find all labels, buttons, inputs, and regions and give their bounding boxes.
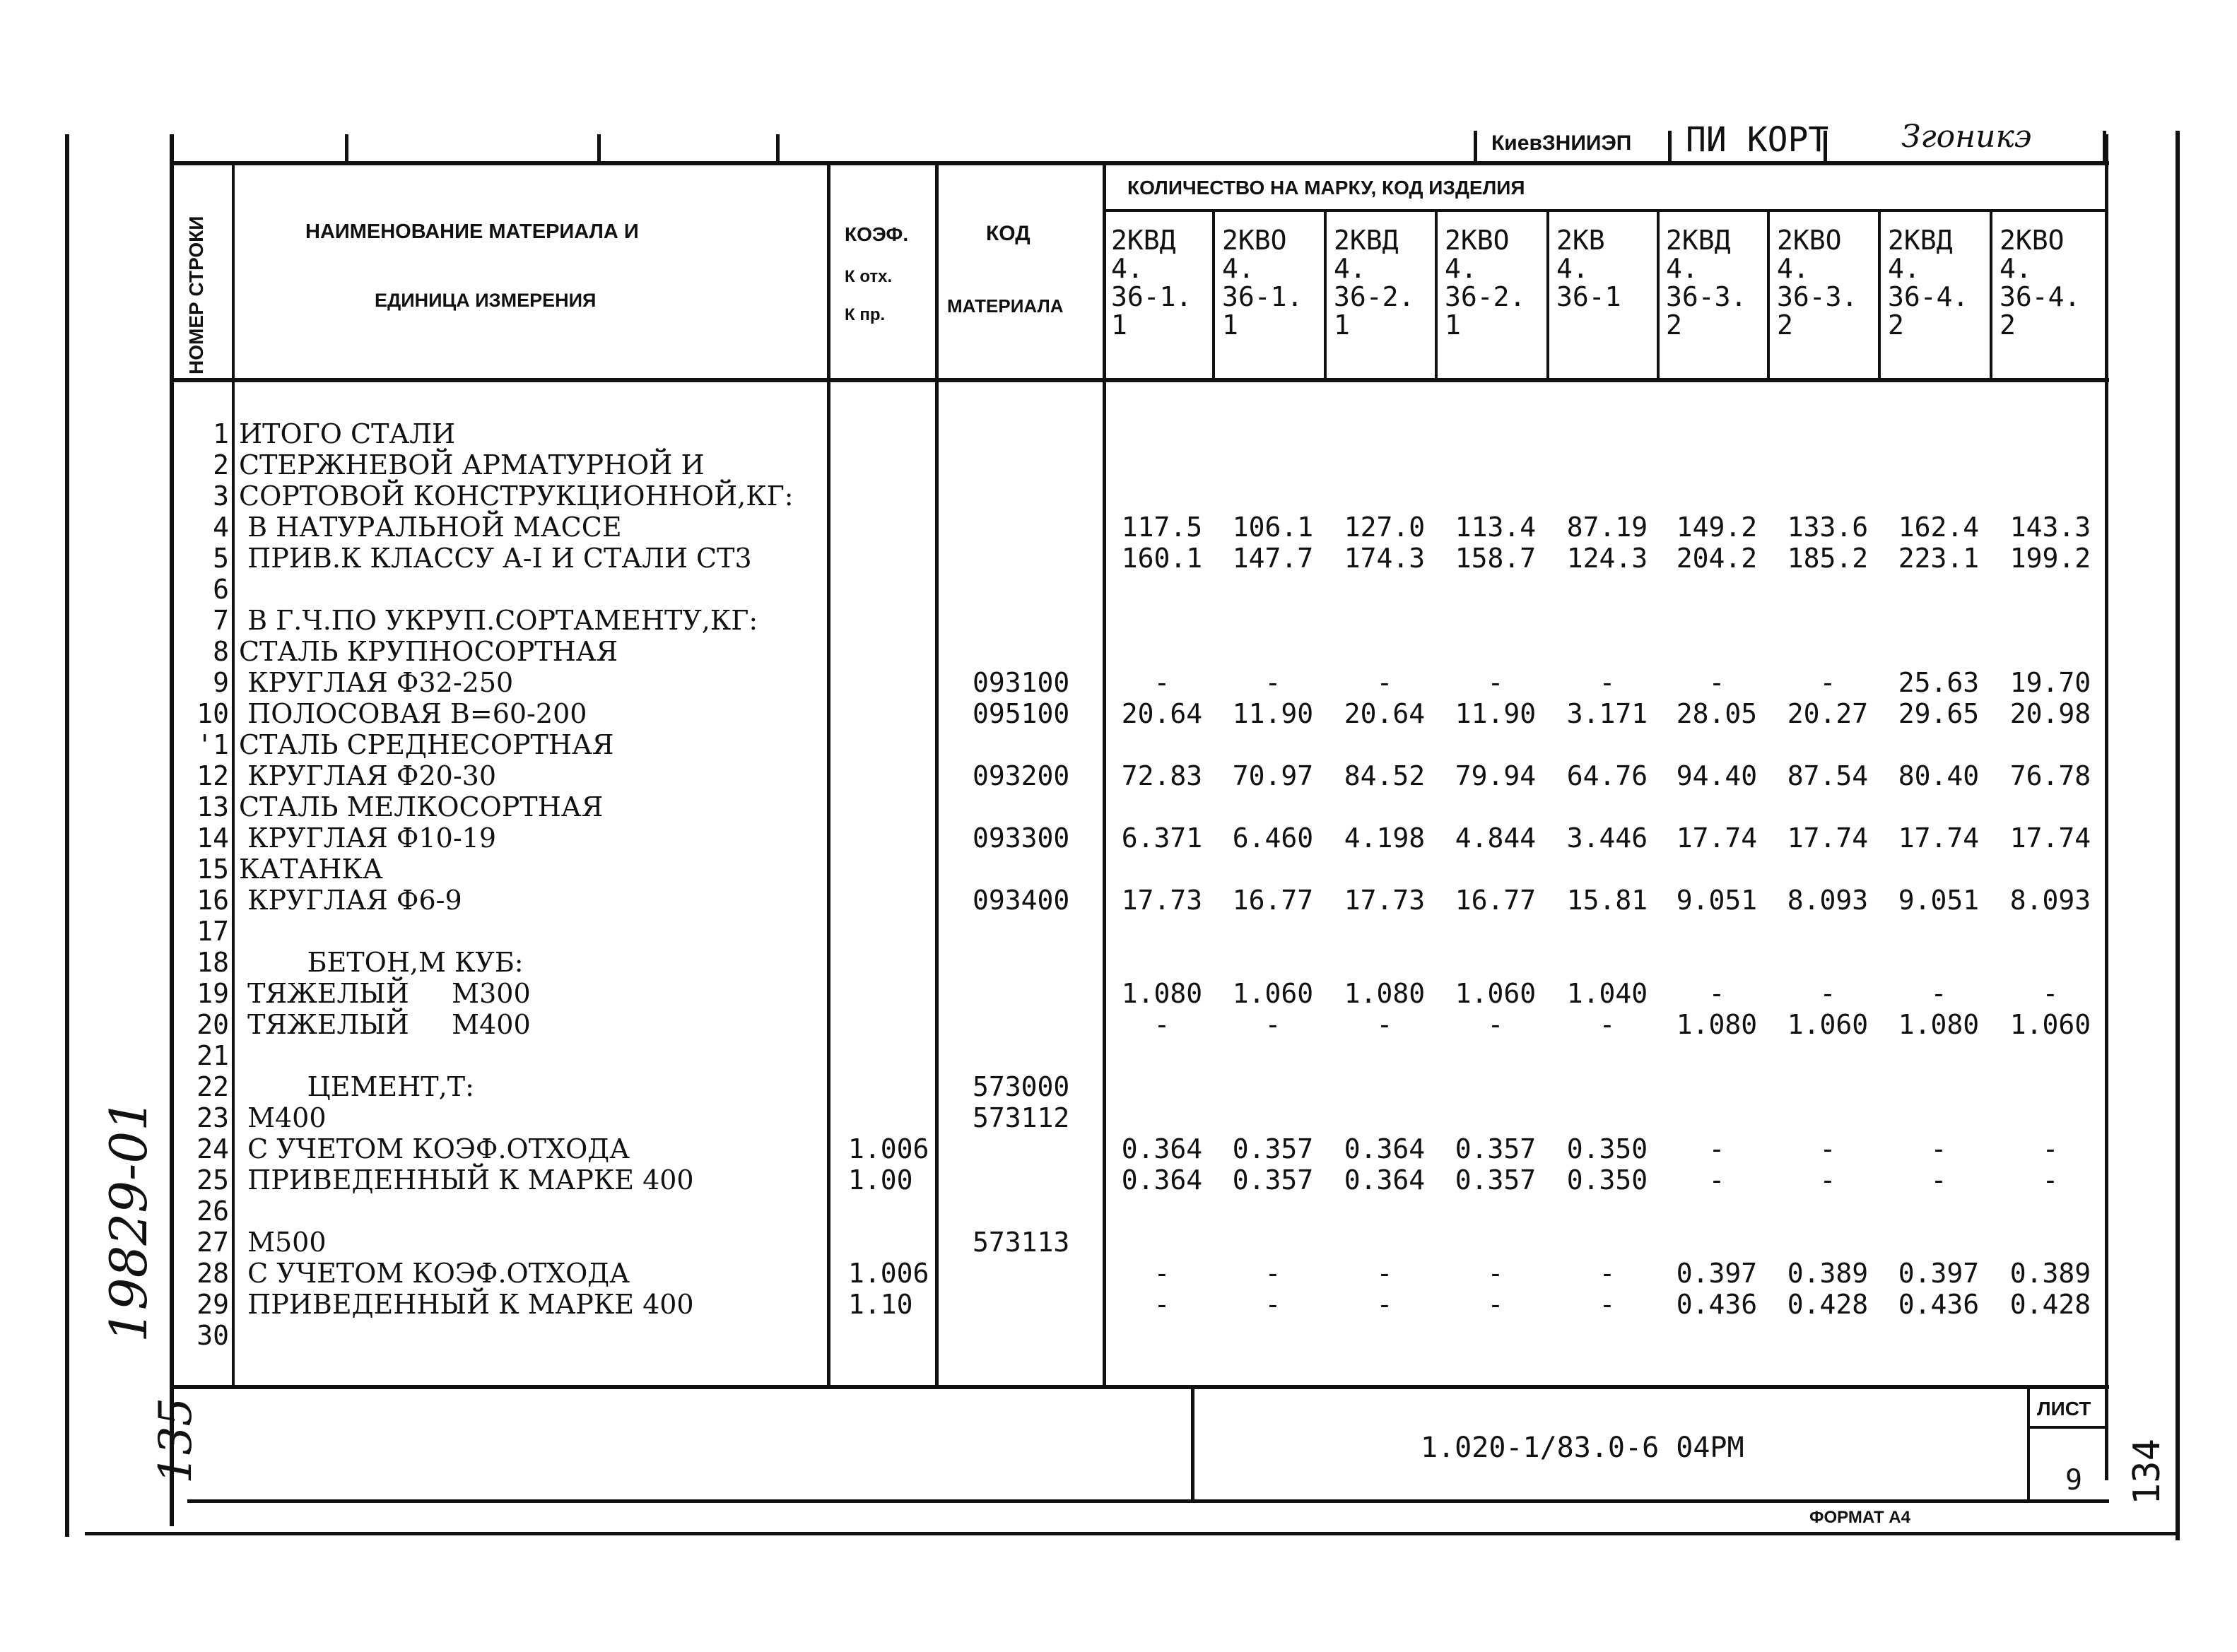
- outer-left-border: [65, 134, 69, 1537]
- material-name: ПОЛОСОВАЯ В=60-200: [239, 698, 587, 729]
- material-name: С УЧЕТОМ КОЭФ.ОТХОДА: [239, 1258, 630, 1289]
- quantity-cell: 87.19: [1566, 512, 1648, 543]
- quantity-cell: 8.093: [2009, 885, 2091, 916]
- material-name: СТЕРЖНЕВОЙ АРМАТУРНОЙ И: [239, 449, 705, 480]
- quantity-cell: 6.460: [1232, 822, 1314, 854]
- quantity-cell: 16.77: [1455, 885, 1537, 916]
- material-name: СТАЛЬ КРУПНОСОРТНАЯ: [239, 636, 618, 667]
- line-number: '1: [196, 729, 229, 760]
- material-code: 573112: [973, 1102, 1070, 1133]
- quantity-cell: 0.397: [1676, 1258, 1758, 1289]
- quantity-cell: 0.428: [2009, 1289, 2091, 1320]
- material-code: 573113: [973, 1227, 1070, 1258]
- quantity-cell: 17.74: [2009, 822, 2091, 854]
- material-name: КРУГЛАЯ Ф20-30: [239, 760, 497, 791]
- product-col-sep: [1435, 211, 1438, 380]
- sheet-number: 9: [2065, 1464, 2083, 1497]
- material-name: КРУГЛАЯ Ф6-9: [239, 885, 462, 916]
- line-number: 16: [196, 885, 229, 916]
- product-col-sep: [1767, 211, 1770, 380]
- quantity-cell: 79.94: [1455, 760, 1537, 791]
- material-name: БЕТОН,М КУБ:: [239, 947, 524, 978]
- product-col-sep: [1990, 211, 1992, 380]
- quantity-cell: 17.73: [1121, 885, 1203, 916]
- quantity-cell: 1.040: [1566, 978, 1648, 1009]
- material-name: ПРИВЕДЕННЫЙ К МАРКЕ 400: [239, 1164, 694, 1196]
- line-number: 14: [196, 822, 229, 854]
- coefficient: 1.006: [848, 1133, 929, 1164]
- line-number: 18: [196, 947, 229, 978]
- material-name: СТАЛЬ МЕЛКОСОРТНАЯ: [239, 791, 604, 822]
- quantity-cell: 80.40: [1898, 760, 1980, 791]
- quantity-cell: 17.73: [1344, 885, 1426, 916]
- quantity-cell: 199.2: [2009, 543, 2091, 574]
- col-line-number-header: НОМЕР СТРОКИ: [185, 216, 207, 374]
- quantity-cell: -: [1930, 1164, 1947, 1196]
- quantity-cell: 117.5: [1121, 512, 1203, 543]
- quantity-cell: 72.83: [1121, 760, 1203, 791]
- quantity-cell: 0.357: [1232, 1133, 1314, 1164]
- col-coef-header-2: К отх.: [845, 267, 893, 286]
- quantity-cell: 11.90: [1232, 698, 1314, 729]
- material-name: СТАЛЬ СРЕДНЕСОРТНАЯ: [239, 729, 614, 760]
- quantity-cell: 19.70: [2009, 667, 2091, 698]
- quantity-cell: 0.389: [2009, 1258, 2091, 1289]
- quantity-cell: 0.428: [1787, 1289, 1869, 1320]
- table-top-border: [170, 161, 2109, 165]
- quantity-cell: 25.63: [1898, 667, 1980, 698]
- product-header: 2КВО 4. 36-4. 2: [2000, 225, 2081, 341]
- col-sep-name: [827, 161, 830, 1387]
- quantity-cell: 28.05: [1676, 698, 1758, 729]
- sheet-box-left: [2027, 1385, 2030, 1501]
- quantity-cell: -: [1487, 1289, 1504, 1320]
- line-number: 27: [196, 1227, 229, 1258]
- quantity-cell: -: [1376, 667, 1393, 698]
- line-number: 10: [196, 698, 229, 729]
- sheet-box-mid: [2027, 1426, 2106, 1429]
- line-number: 20: [196, 1009, 229, 1040]
- quantity-cell: 9.051: [1676, 885, 1758, 916]
- quantity-cell: 158.7: [1455, 543, 1537, 574]
- product-header: 2КВД 4. 36-1. 1: [1111, 225, 1192, 341]
- product-col-sep: [1657, 211, 1660, 380]
- quantity-title-line: [1103, 209, 2108, 212]
- quantity-cell: 1.080: [1898, 1009, 1980, 1040]
- line-number: 22: [196, 1071, 229, 1102]
- material-name: КРУГЛАЯ Ф10-19: [239, 822, 497, 854]
- col-sep-code: [1103, 161, 1106, 1387]
- quantity-cell: -: [2042, 978, 2059, 1009]
- line-number: 1: [213, 418, 229, 449]
- col-name-header-2: ЕДИНИЦА ИЗМЕРЕНИЯ: [375, 290, 597, 311]
- line-number: 21: [196, 1040, 229, 1071]
- line-number: 7: [213, 605, 229, 636]
- quantity-cell: 1.080: [1344, 978, 1426, 1009]
- quantity-cell: 174.3: [1344, 543, 1426, 574]
- format-label: ФОРМАТ А4: [1809, 1508, 1910, 1527]
- quantity-cell: 124.3: [1566, 543, 1648, 574]
- quantity-cell: -: [1819, 978, 1836, 1009]
- material-name: ПРИВ.К КЛАССУ А-I И СТАЛИ СТ3: [239, 543, 752, 574]
- org-name: КиевЗНИИЭП: [1491, 131, 1632, 155]
- quantity-cell: 11.90: [1455, 698, 1537, 729]
- line-number: 8: [213, 636, 229, 667]
- quantity-cell: 0.357: [1455, 1133, 1537, 1164]
- quantity-cell: -: [1708, 1133, 1725, 1164]
- line-number: 4: [213, 512, 229, 543]
- product-header: 2КВД 4. 36-3. 2: [1666, 225, 1747, 341]
- material-name: В НАТУРАЛЬНОЙ МАССЕ: [239, 512, 622, 543]
- product-header: 2КВД 4. 36-2. 1: [1334, 225, 1415, 341]
- col-code-header-2: МАТЕРИАЛА: [947, 295, 1064, 317]
- page-number-right: 134: [2126, 1439, 2168, 1505]
- quantity-cell: 204.2: [1676, 543, 1758, 574]
- material-name: ТЯЖЕЛЫЙ М300: [239, 978, 531, 1009]
- line-number: 5: [213, 543, 229, 574]
- quantity-cell: 9.051: [1898, 885, 1980, 916]
- material-code: 093100: [973, 667, 1070, 698]
- quantity-cell: 17.74: [1676, 822, 1758, 854]
- quantity-cell: -: [1930, 1133, 1947, 1164]
- line-number: 2: [213, 449, 229, 480]
- quantity-cell: -: [1708, 978, 1725, 1009]
- product-header: 2КВД 4. 36-4. 2: [1888, 225, 1969, 341]
- quantity-cell: -: [1264, 667, 1281, 698]
- line-number: 19: [196, 978, 229, 1009]
- quantity-cell: 147.7: [1232, 543, 1314, 574]
- quantity-cell: 162.4: [1898, 512, 1980, 543]
- quantity-cell: -: [1819, 1133, 1836, 1164]
- line-number: 17: [196, 916, 229, 947]
- quantity-cell: 0.436: [1898, 1289, 1980, 1320]
- product-col-sep: [1324, 211, 1327, 380]
- quantity-cell: 1.080: [1121, 978, 1203, 1009]
- quantity-cell: 17.74: [1787, 822, 1869, 854]
- material-name: КАТАНКА: [239, 854, 383, 885]
- stamp-bottom-line: [187, 1499, 2109, 1503]
- material-name: М400: [239, 1102, 327, 1133]
- product-col-sep: [1546, 211, 1549, 380]
- quantity-cell: -: [1819, 667, 1836, 698]
- line-number: 12: [196, 760, 229, 791]
- quantity-cell: 3.446: [1566, 822, 1648, 854]
- quantity-cell: -: [1153, 667, 1170, 698]
- quantity-cell: -: [1487, 667, 1504, 698]
- material-name: С УЧЕТОМ КОЭФ.ОТХОДА: [239, 1133, 630, 1164]
- quantity-cell: 8.093: [1787, 885, 1869, 916]
- margin-page: 135: [150, 1397, 202, 1484]
- quantity-cell: 16.77: [1232, 885, 1314, 916]
- product-col-sep: [1878, 211, 1881, 380]
- top-tick: [776, 134, 780, 163]
- body-bottom-line: [170, 1385, 2109, 1389]
- quantity-cell: -: [1487, 1009, 1504, 1040]
- line-number: 25: [196, 1164, 229, 1196]
- quantity-cell: 0.364: [1344, 1133, 1426, 1164]
- quantity-cell: 20.64: [1344, 698, 1426, 729]
- table-left-border: [170, 134, 174, 1526]
- quantity-cell: 1.080: [1676, 1009, 1758, 1040]
- line-number: 23: [196, 1102, 229, 1133]
- col-coef-header-3: К пр.: [845, 305, 886, 324]
- line-number: 28: [196, 1258, 229, 1289]
- quantity-cell: 127.0: [1344, 512, 1426, 543]
- quantity-cell: 29.65: [1898, 698, 1980, 729]
- col-sep-coef: [935, 161, 939, 1387]
- coefficient: 1.10: [848, 1289, 913, 1320]
- quantity-cell: 76.78: [2009, 760, 2091, 791]
- quantity-cell: 0.364: [1344, 1164, 1426, 1196]
- line-number: 13: [196, 791, 229, 822]
- quantity-cell: 1.060: [2009, 1009, 2091, 1040]
- quantity-cell: 17.74: [1898, 822, 1980, 854]
- quantity-cell: -: [1708, 1164, 1725, 1196]
- quantity-title: КОЛИЧЕСТВО НА МАРКУ, КОД ИЗДЕЛИЯ: [1127, 177, 1525, 199]
- quantity-cell: 113.4: [1455, 512, 1537, 543]
- col-name-header-1: НАИМЕНОВАНИЕ МАТЕРИАЛА И: [305, 220, 639, 243]
- quantity-cell: 84.52: [1344, 760, 1426, 791]
- coefficient: 1.006: [848, 1258, 929, 1289]
- quantity-cell: -: [1153, 1289, 1170, 1320]
- quantity-cell: 1.060: [1232, 978, 1314, 1009]
- line-number: 26: [196, 1196, 229, 1227]
- quantity-cell: 94.40: [1676, 760, 1758, 791]
- quantity-cell: 106.1: [1232, 512, 1314, 543]
- quantity-cell: 20.64: [1121, 698, 1203, 729]
- quantity-cell: 0.364: [1121, 1133, 1203, 1164]
- product-col-sep: [1212, 211, 1215, 380]
- quantity-cell: -: [1153, 1258, 1170, 1289]
- line-number: 24: [196, 1133, 229, 1164]
- quantity-cell: 15.81: [1566, 885, 1648, 916]
- product-header: 2КВ 4. 36-1: [1556, 225, 1621, 312]
- quantity-cell: -: [1376, 1289, 1393, 1320]
- quantity-cell: -: [1153, 1009, 1170, 1040]
- material-code: 093200: [973, 760, 1070, 791]
- quantity-cell: 64.76: [1566, 760, 1648, 791]
- material-code: 573000: [973, 1071, 1070, 1102]
- outer-bottom-border: [85, 1532, 2178, 1535]
- line-number: 3: [213, 480, 229, 512]
- top-tick: [1668, 131, 1672, 163]
- stamp-divider: [1191, 1385, 1194, 1501]
- quantity-cell: 1.060: [1455, 978, 1537, 1009]
- top-tick: [597, 134, 601, 163]
- coefficient: 1.00: [848, 1164, 913, 1196]
- quantity-cell: 223.1: [1898, 543, 1980, 574]
- material-code: 095100: [973, 698, 1070, 729]
- document-code: 1.020-1/83.0-6 04РМ: [1421, 1432, 1744, 1464]
- quantity-cell: -: [1819, 1164, 1836, 1196]
- margin-code: 19829-01: [99, 1099, 158, 1343]
- quantity-cell: 1.060: [1787, 1009, 1869, 1040]
- quantity-cell: -: [1708, 667, 1725, 698]
- quantity-cell: 0.397: [1898, 1258, 1980, 1289]
- quantity-cell: -: [1264, 1289, 1281, 1320]
- quantity-cell: 160.1: [1121, 543, 1203, 574]
- quantity-cell: 0.389: [1787, 1258, 1869, 1289]
- line-number: 29: [196, 1289, 229, 1320]
- col-code-header-1: КОД: [986, 222, 1031, 245]
- quantity-cell: 0.436: [1676, 1289, 1758, 1320]
- quantity-cell: 20.98: [2009, 698, 2091, 729]
- material-code: 093300: [973, 822, 1070, 854]
- quantity-cell: 0.350: [1566, 1164, 1648, 1196]
- material-name: М500: [239, 1227, 327, 1258]
- material-name: ТЯЖЕЛЫЙ М400: [239, 1009, 531, 1040]
- quantity-cell: -: [1487, 1258, 1504, 1289]
- material-name: ПРИВЕДЕННЫЙ К МАРКЕ 400: [239, 1289, 694, 1320]
- quantity-cell: -: [1376, 1258, 1393, 1289]
- quantity-cell: -: [1264, 1009, 1281, 1040]
- quantity-cell: 0.357: [1232, 1164, 1314, 1196]
- top-code: ПИ КОРТ: [1686, 120, 1829, 160]
- quantity-cell: 0.357: [1455, 1164, 1537, 1196]
- col-coef-header-1: КОЭФ.: [845, 223, 909, 245]
- quantity-cell: 133.6: [1787, 512, 1869, 543]
- top-tick: [2103, 131, 2106, 163]
- quantity-cell: 149.2: [1676, 512, 1758, 543]
- quantity-cell: 0.364: [1121, 1164, 1203, 1196]
- material-name: ЦЕМЕНТ,Т:: [239, 1071, 474, 1102]
- top-tick: [345, 134, 348, 163]
- quantity-cell: 87.54: [1787, 760, 1869, 791]
- quantity-cell: -: [1599, 667, 1616, 698]
- product-header: 2КВО 4. 36-2. 1: [1445, 225, 1526, 341]
- header-bottom-line: [170, 378, 2109, 382]
- material-name: ИТОГО СТАЛИ: [239, 418, 456, 449]
- quantity-cell: 0.350: [1566, 1133, 1648, 1164]
- quantity-cell: 3.171: [1566, 698, 1648, 729]
- quantity-cell: 70.97: [1232, 760, 1314, 791]
- line-number: 15: [196, 854, 229, 885]
- quantity-cell: -: [2042, 1164, 2059, 1196]
- quantity-cell: -: [1264, 1258, 1281, 1289]
- sheet-label: ЛИСТ: [2037, 1398, 2091, 1420]
- material-code: 093400: [973, 885, 1070, 916]
- quantity-cell: -: [1599, 1009, 1616, 1040]
- quantity-cell: 20.27: [1787, 698, 1869, 729]
- material-name: КРУГЛАЯ Ф32-250: [239, 667, 514, 698]
- outer-right-border: [2176, 131, 2180, 1540]
- quantity-cell: 6.371: [1121, 822, 1203, 854]
- col-sep-lineno: [232, 161, 235, 1387]
- line-number: 30: [196, 1320, 229, 1351]
- signature: Згоникэ: [1901, 119, 2032, 155]
- quantity-cell: 185.2: [1787, 543, 1869, 574]
- top-tick: [1474, 131, 1477, 163]
- quantity-cell: -: [1376, 1009, 1393, 1040]
- quantity-cell: 4.198: [1344, 822, 1426, 854]
- material-name: В Г.Ч.ПО УКРУП.СОРТАМЕНТУ,КГ:: [239, 605, 758, 636]
- material-name: СОРТОВОЙ КОНСТРУКЦИОННОЙ,КГ:: [239, 480, 794, 512]
- line-number: 6: [213, 574, 229, 605]
- quantity-cell: -: [1599, 1258, 1616, 1289]
- quantity-cell: -: [1930, 978, 1947, 1009]
- line-number: 9: [213, 667, 229, 698]
- product-header: 2КВО 4. 36-3. 2: [1777, 225, 1858, 341]
- product-header: 2КВО 4. 36-1. 1: [1222, 225, 1303, 341]
- quantity-cell: 4.844: [1455, 822, 1537, 854]
- quantity-cell: 143.3: [2009, 512, 2091, 543]
- quantity-cell: -: [2042, 1133, 2059, 1164]
- quantity-cell: -: [1599, 1289, 1616, 1320]
